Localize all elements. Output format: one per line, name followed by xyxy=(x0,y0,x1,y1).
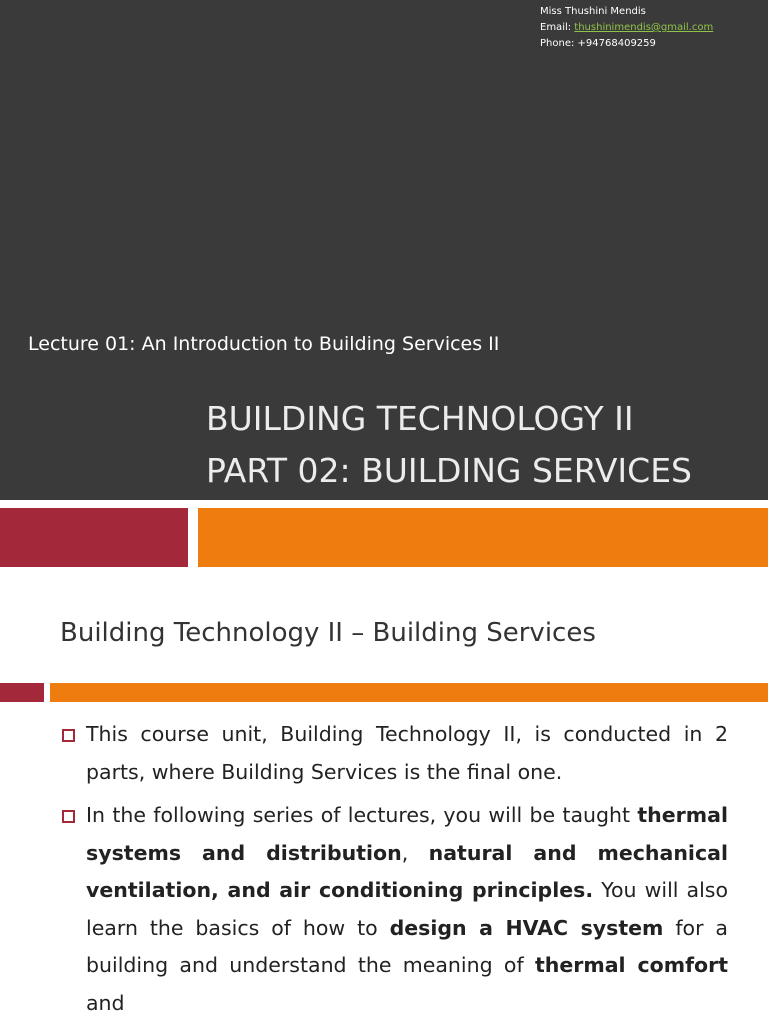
list-item xyxy=(60,797,728,1022)
title-slide xyxy=(0,0,768,500)
phone-line: Phone: +94768409259 xyxy=(540,38,656,49)
bold-term: thermal systems and distribution xyxy=(86,803,728,865)
bullet-text: and xyxy=(86,990,125,1015)
bold-term: design a HVAC system xyxy=(389,915,664,940)
bullet-text: In the following series of lectures, you will be taught xyxy=(86,803,638,827)
email-link[interactable]: thushinimendis@gmail.com xyxy=(574,22,714,33)
square-bullet-icon xyxy=(62,810,75,823)
bullet-list xyxy=(60,716,728,1022)
accent-bar-red xyxy=(0,508,188,567)
email-line xyxy=(540,20,713,36)
bullet-text: , xyxy=(401,840,429,865)
bullet-text: You will also learn the basics of how to xyxy=(86,878,729,940)
title-underline-orange xyxy=(50,683,768,702)
slide-title xyxy=(206,393,692,497)
bullet-text: This course unit, Building Technology II, is conducted in 2 parts, where Building Services is the final one. xyxy=(86,722,728,784)
square-bullet-icon xyxy=(62,729,75,742)
list-item xyxy=(60,716,728,791)
content-slide-title: Building Technology II – Building Services xyxy=(60,618,596,648)
email-label: Email: xyxy=(540,22,575,33)
bullet-text: for a building and understand the meaning of xyxy=(86,915,728,977)
title-underline-red xyxy=(0,683,44,702)
bold-term: thermal comfort xyxy=(534,953,728,977)
title-line-1: BUILDING TECHNOLOGY II xyxy=(206,399,634,438)
lecture-subtitle: Lecture 01: An Introduction to Building Services II xyxy=(28,333,500,355)
title-line-2: PART 02: BUILDING SERVICES xyxy=(206,451,693,490)
contact-info xyxy=(540,4,713,52)
presenter-name: Miss Thushini Mendis xyxy=(540,6,646,17)
accent-bar-orange xyxy=(198,508,768,567)
bold-term: natural and mechanical ventilation, and air conditioning principles. xyxy=(86,840,728,902)
